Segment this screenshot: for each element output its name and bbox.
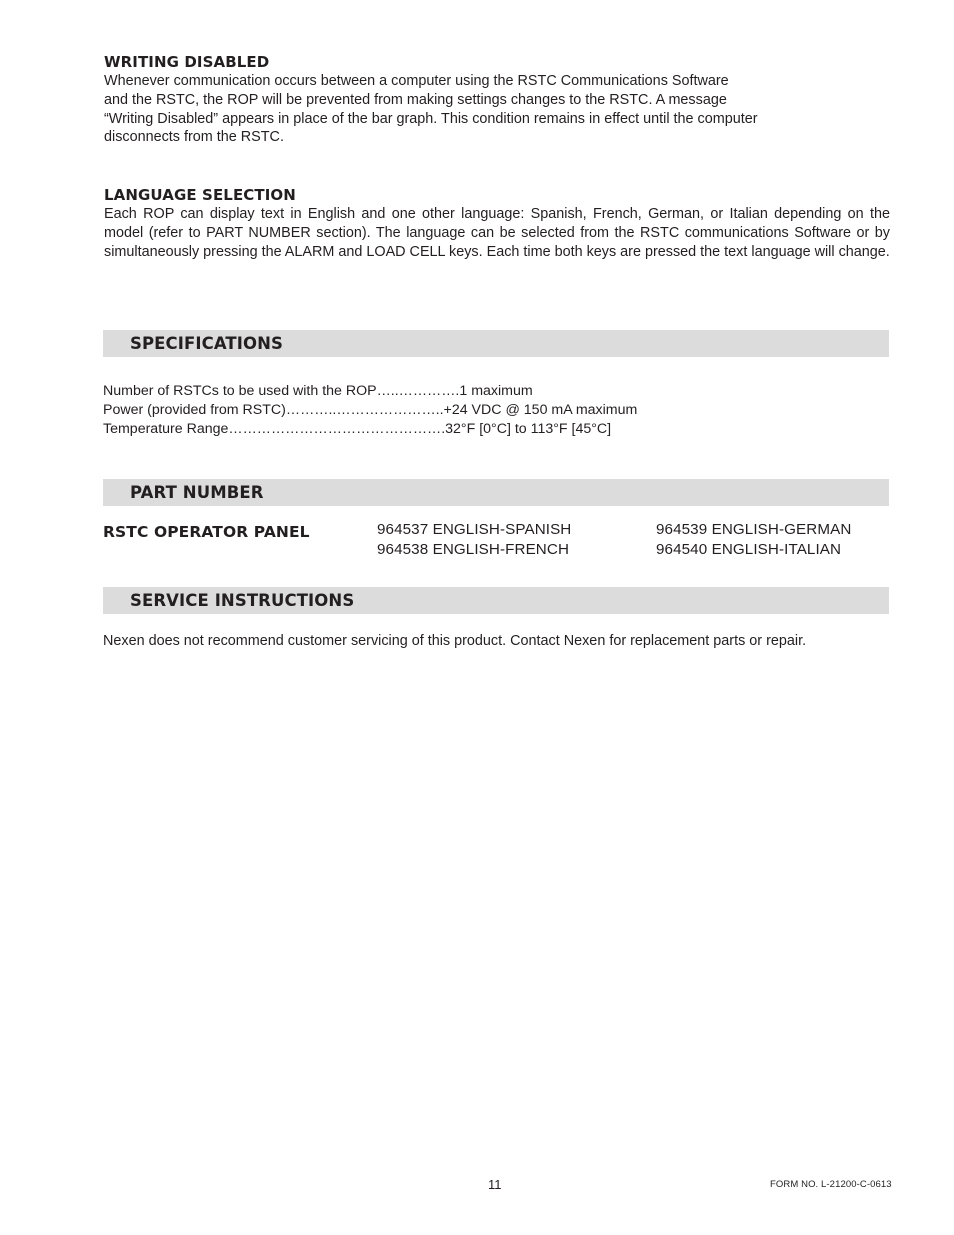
spec-temperature-range: Temperature Range……………………………………….32°F [0°C] to 113°F [45°C]: [103, 421, 612, 438]
part-number-entry: 964537 ENGLISH-SPANISH: [377, 521, 572, 538]
service-instructions-section-bar: [103, 587, 889, 614]
writing-disabled-line: Whenever communication occurs between a computer using the RSTC Communications Software: [104, 73, 729, 89]
part-number-title: PART NUMBER: [130, 483, 264, 502]
writing-disabled-paragraph: [104, 72, 894, 147]
part-number-entry: 964539 ENGLISH-GERMAN: [656, 521, 852, 538]
product-label: RSTC OPERATOR PANEL: [103, 523, 310, 541]
language-selection-heading: LANGUAGE SELECTION: [104, 186, 296, 204]
service-instructions-text: Nexen does not recommend customer servicing of this product. Contact Nexen for replacement parts or repair.: [103, 633, 807, 649]
part-number-entry: 964538 ENGLISH-FRENCH: [377, 540, 570, 558]
part-number-entry: 964540 ENGLISH-ITALIAN: [656, 540, 842, 558]
writing-disabled-line: disconnects from the RSTC.: [104, 129, 284, 146]
specifications-title: SPECIFICATIONS: [130, 334, 284, 353]
part-number-column-right: [656, 520, 851, 559]
spec-rstc-count: Number of RSTCs to be used with the ROP…..………….1 maximum: [103, 383, 533, 399]
specifications-section-bar: [103, 330, 889, 357]
part-number-section-bar: [103, 479, 889, 506]
writing-disabled-line: “Writing Disabled” appears in place of the bar graph. This condition remains in effect until the computer: [104, 110, 758, 127]
page-number: 11: [488, 1177, 502, 1192]
specifications-list: [103, 382, 637, 440]
writing-disabled-heading: WRITING DISABLED: [104, 53, 270, 71]
spec-power: Power (provided from RSTC)………..…………………..+24 VDC @ 150 mA maximum: [103, 402, 638, 419]
form-number: FORM NO. L-21200-C-0613: [770, 1179, 892, 1190]
service-instructions-title: SERVICE INSTRUCTIONS: [130, 591, 355, 610]
writing-disabled-line: and the RSTC, the ROP will be prevented from making settings changes to the RSTC. A message: [104, 91, 727, 108]
language-selection-paragraph: Each ROP can display text in English and one other language: Spanish, French, German, or Italian depending on the model (refer to PART NUMBER section). The language can be selected from the RSTC communications Software or by simultaneously pressing the ALARM and LOAD CELL keys. Each time both keys are pressed the text language will change.: [104, 206, 890, 260]
part-number-column-left: [377, 520, 571, 559]
